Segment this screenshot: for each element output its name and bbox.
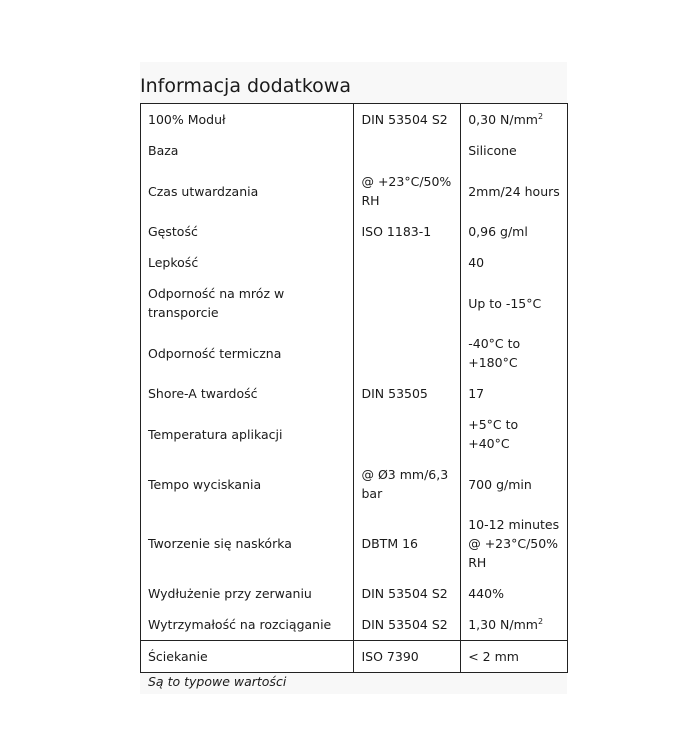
property-value: Silicone [461, 135, 568, 166]
property-name: 100% Moduł [148, 112, 226, 127]
table-row [141, 378, 568, 409]
table-row [141, 609, 568, 641]
property-value: 0,96 g/ml [461, 216, 568, 247]
test-method: DIN 53504 S2 [354, 104, 461, 136]
property-value: 2mm/24 hours [461, 166, 568, 216]
property-name: Shore-A twardość [148, 386, 258, 401]
test-method: ISO 7390 [354, 641, 461, 673]
property-name: Tempo wyciskania [148, 476, 262, 492]
test-method: @ +23°C/50% RH [354, 166, 461, 216]
property-name: Temperatura aplikacji [148, 426, 283, 442]
property-name: Baza [148, 143, 179, 158]
property-name: Wytrzymałość na rozciąganie [148, 617, 332, 632]
property-value: 700 g/min [461, 459, 568, 509]
table-row [141, 247, 568, 278]
property-name: Lepkość [148, 255, 199, 270]
test-method [354, 247, 461, 278]
property-value: < 2 mm [461, 641, 568, 673]
property-name: Gęstość [148, 224, 198, 239]
property-name: Odporność na mróz w transporcie [148, 286, 285, 320]
table-row [141, 459, 568, 509]
property-name: Czas utwardzania [148, 183, 259, 199]
property-value: 1,30 $N/mm^2$ [461, 609, 568, 641]
property-value: 440% [461, 578, 568, 609]
property-name: Odporność termiczna [148, 345, 282, 361]
property-value: 17 [461, 378, 568, 409]
table-row [141, 278, 568, 328]
property-value: 40 [461, 247, 568, 278]
property-value: Up to -15°C [461, 278, 568, 328]
table-row [141, 216, 568, 247]
table-row [141, 166, 568, 216]
property-value: +5°C to +40°C [461, 409, 568, 459]
property-value: -40°C to +180°C [461, 328, 568, 378]
test-method: DIN 53504 S2 [354, 609, 461, 641]
test-method: DIN 53504 S2 [354, 578, 461, 609]
table-row [141, 409, 568, 459]
table-row [141, 104, 568, 136]
table-row [141, 641, 568, 673]
section-title: Informacja dodatkowa [140, 75, 351, 97]
test-method [354, 409, 461, 459]
test-method [354, 135, 461, 166]
test-method: DIN 53505 [354, 378, 461, 409]
table-row [141, 509, 568, 578]
property-value: 0,30 $N/mm^2$ [461, 104, 568, 136]
test-method: DBTM 16 [354, 509, 461, 578]
test-method: ISO 1183-1 [354, 216, 461, 247]
property-name: Tworzenie się naskórka [148, 536, 292, 551]
property-value: 10-12 minutes @ +23°C/50% RH [461, 509, 568, 578]
test-method [354, 278, 461, 328]
test-method: @ Ø3 mm/6,3 bar [354, 459, 461, 509]
table-row [141, 135, 568, 166]
property-name: Wydłużenie przy zerwaniu [148, 586, 312, 601]
table-row [141, 328, 568, 378]
property-name: Ściekanie [141, 641, 354, 673]
table-row [141, 578, 568, 609]
properties-table [140, 103, 568, 673]
test-method [354, 328, 461, 378]
typical-values-note: Są to typowe wartości [148, 674, 287, 689]
